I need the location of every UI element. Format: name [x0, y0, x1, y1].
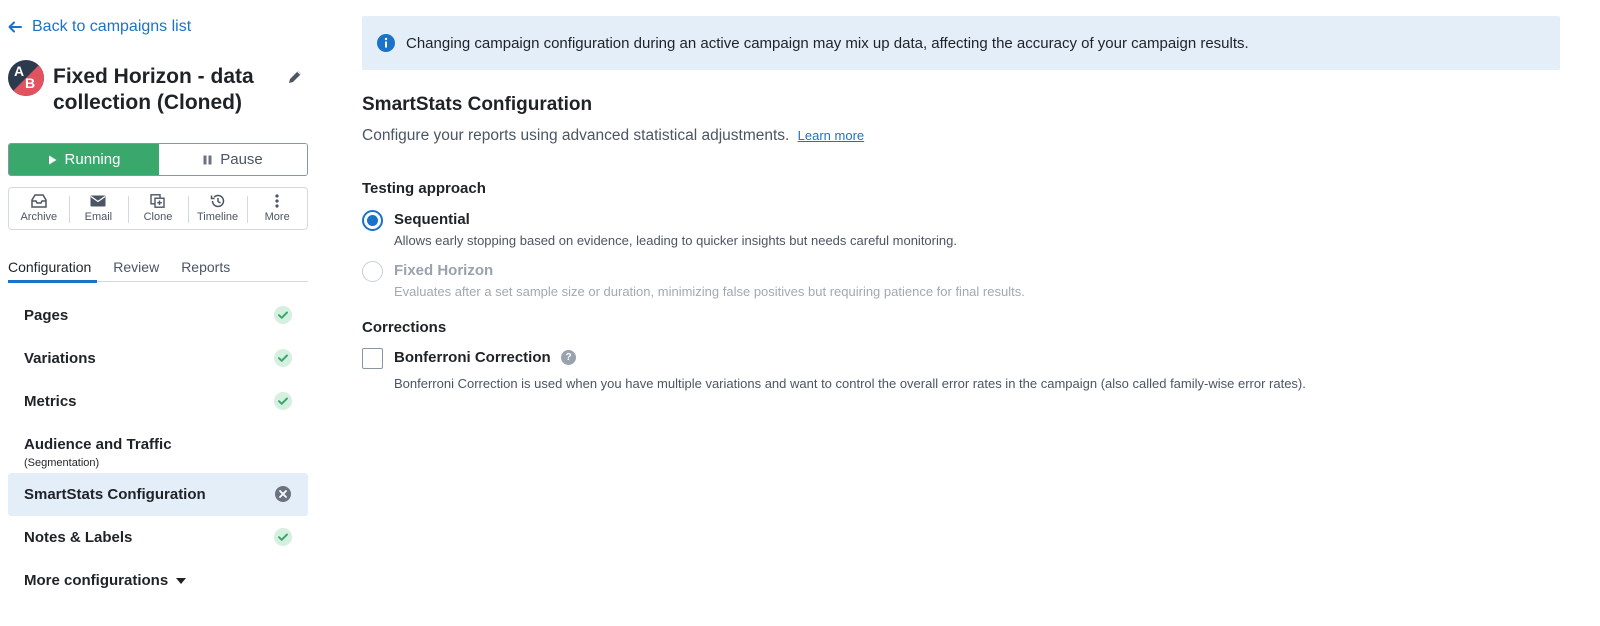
info-banner [362, 16, 1560, 70]
running-label: Running [64, 151, 121, 168]
campaign-actions-bar [8, 187, 308, 230]
back-to-campaigns-link[interactable] [8, 18, 191, 36]
more-label: More [264, 211, 290, 223]
tab-review[interactable]: Review [113, 259, 160, 275]
back-link-label: Back to campaigns list [32, 18, 192, 35]
check-circle-icon [274, 349, 292, 367]
sidebar-item-smartstats-configuration[interactable] [8, 473, 308, 516]
sidebar-item-pages[interactable] [8, 294, 308, 337]
sidebar-item-label: Metrics [24, 393, 77, 410]
timeline-action-button[interactable] [188, 188, 248, 229]
check-circle-icon [274, 306, 292, 324]
email-icon [90, 194, 106, 208]
sidebar-item-label: Audience and Traffic [24, 436, 172, 453]
tab-reports[interactable]: Reports [181, 259, 231, 275]
testing-approach-heading: Testing approach [362, 180, 486, 197]
sidebar-item-label: Notes & Labels [24, 529, 133, 546]
email-label: Email [84, 211, 113, 223]
description-text: Configure your reports using advanced statistical adjustments. [362, 127, 790, 144]
email-action-button[interactable] [69, 188, 129, 229]
running-button[interactable] [9, 144, 159, 175]
clone-icon [150, 194, 166, 208]
fixed-horizon-description: Evaluates after a set sample size or duration, minimizing false positives but requiring patience for final results. [394, 284, 1025, 299]
timeline-icon [210, 194, 226, 208]
archive-label: Archive [20, 211, 58, 223]
campaign-header [8, 60, 315, 120]
fixed-horizon-label: Fixed Horizon [394, 262, 494, 279]
campaign-status-toggle [8, 143, 308, 176]
bonferroni-description: Bonferroni Correction is used when you have multiple variations and want to control the overall error rates in the campaign (also called family-wise error rates). [394, 376, 1306, 391]
sidebar-item-more-configurations[interactable] [8, 559, 308, 602]
sidebar-item-sublabel: (Segmentation) [24, 457, 100, 469]
pencil-icon[interactable] [286, 68, 304, 86]
more-action-button[interactable] [247, 188, 307, 229]
fixed-horizon-radio[interactable] [362, 261, 383, 282]
bonferroni-label: Bonferroni Correction [394, 349, 551, 366]
pause-button[interactable] [159, 144, 307, 175]
sidebar-item-variations[interactable] [8, 337, 308, 380]
sidebar-item-label: Pages [24, 307, 69, 324]
avatar-letter-a: A [14, 63, 25, 79]
caret-down-icon [176, 578, 186, 584]
tab-configuration[interactable]: Configuration [8, 252, 91, 282]
bonferroni-checkbox[interactable] [362, 348, 383, 369]
campaign-tabs [8, 252, 308, 282]
archive-icon [31, 194, 47, 208]
sidebar-item-label: SmartStats Configuration [24, 486, 206, 503]
sequential-description: Allows early stopping based on evidence, leading to quicker insights but needs careful monitoring. [394, 233, 957, 248]
clone-action-button[interactable] [128, 188, 188, 229]
sidebar-item-metrics[interactable] [8, 380, 308, 423]
page-description [362, 127, 864, 145]
configuration-nav-list [8, 294, 308, 602]
banner-text: Changing campaign configuration during an active campaign may mix up data, affecting the accuracy of your campaign results. [406, 35, 1249, 52]
sequential-label: Sequential [394, 211, 470, 228]
sidebar [8, 0, 315, 626]
sequential-radio[interactable] [362, 210, 383, 231]
pause-label: Pause [220, 151, 263, 168]
arrow-left-icon [8, 20, 22, 34]
check-circle-icon [274, 392, 292, 410]
campaign-title: Fixed Horizon - data collection (Cloned) [53, 65, 254, 114]
info-icon [377, 34, 395, 52]
pause-icon [203, 155, 212, 165]
corrections-heading: Corrections [362, 319, 447, 336]
sidebar-item-notes-and-labels[interactable] [8, 516, 308, 559]
play-icon [48, 155, 57, 165]
timeline-label: Timeline [196, 211, 239, 223]
x-circle-icon [274, 485, 292, 503]
clone-label: Clone [143, 211, 173, 223]
page-title: SmartStats Configuration [362, 94, 593, 115]
avatar-letter-b: B [25, 75, 36, 91]
sidebar-item-label: More configurations [24, 572, 169, 589]
ab-test-avatar [8, 60, 44, 96]
more-configurations-label [24, 572, 186, 589]
learn-more-link[interactable]: Learn more [797, 128, 865, 143]
sidebar-item-audience-and-traffic[interactable] [8, 423, 308, 473]
more-icon [269, 194, 285, 208]
help-icon[interactable]: ? [561, 350, 576, 365]
check-circle-icon [274, 528, 292, 546]
archive-action-button[interactable] [9, 188, 69, 229]
sidebar-item-label: Variations [24, 350, 96, 367]
